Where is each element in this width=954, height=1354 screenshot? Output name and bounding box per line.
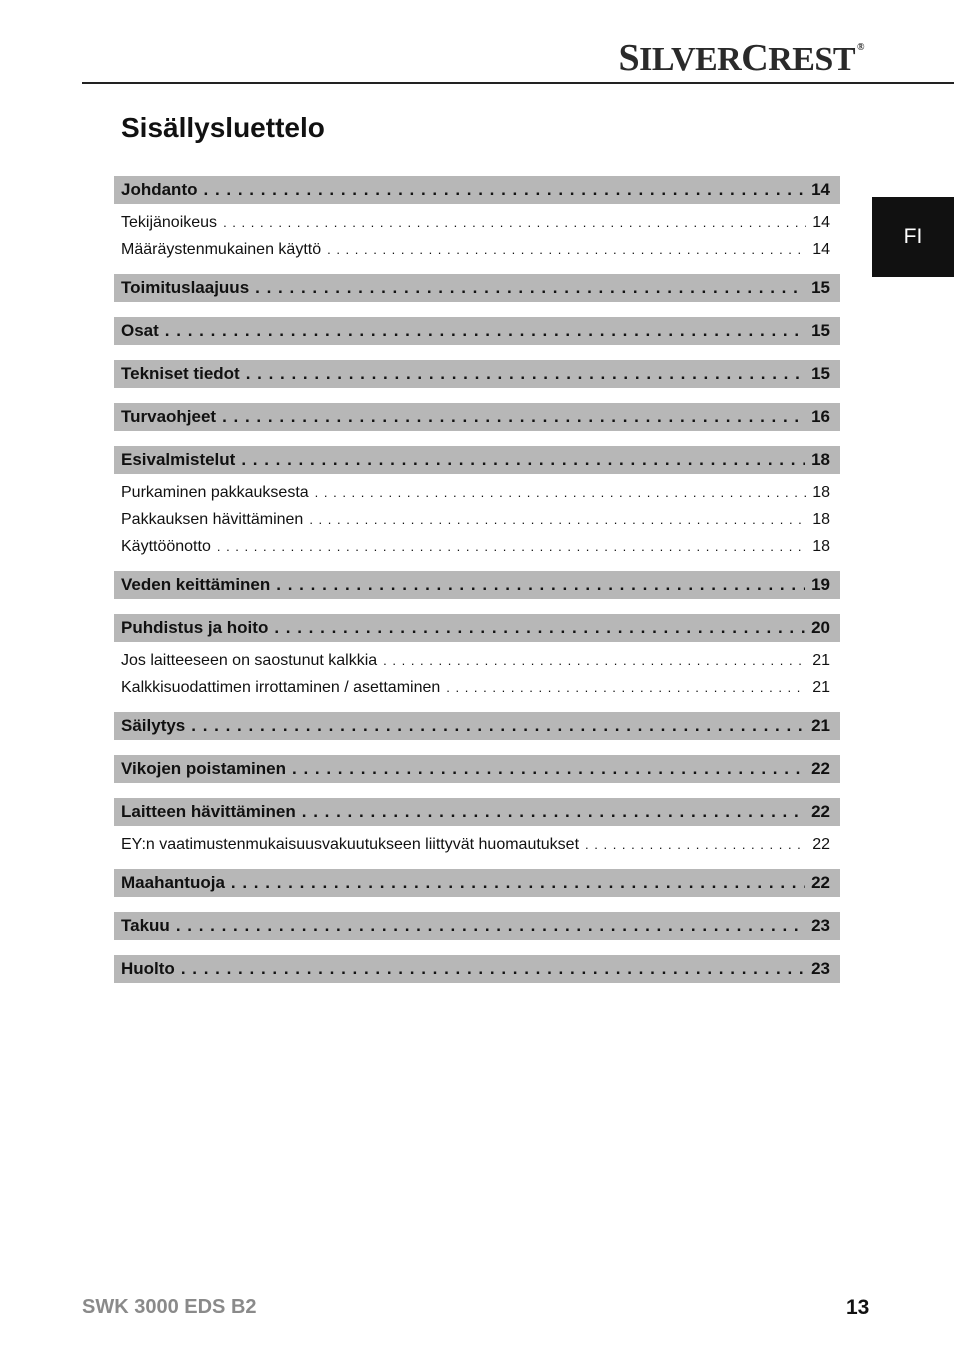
toc-section bbox=[114, 955, 840, 983]
toc-section-page: 23 bbox=[811, 916, 830, 935]
leader-dots bbox=[223, 214, 806, 232]
toc-subsection-page: 14 bbox=[812, 240, 830, 258]
toc-subsection[interactable] bbox=[121, 831, 830, 858]
toc-section-page: 22 bbox=[811, 759, 830, 778]
toc-section-title: Takuu bbox=[121, 916, 170, 935]
toc-subsection-page: 18 bbox=[812, 537, 830, 555]
toc-section-heading[interactable] bbox=[114, 571, 840, 599]
page-title: Sisällysluettelo bbox=[121, 112, 325, 143]
toc-section-title: Laitteen hävittäminen bbox=[121, 802, 296, 821]
toc-section bbox=[114, 869, 840, 897]
toc-section bbox=[114, 403, 840, 431]
toc-subsection-title: Pakkauksen hävittäminen bbox=[121, 510, 304, 528]
toc-section-page: 15 bbox=[811, 321, 830, 340]
toc-section-heading[interactable] bbox=[114, 712, 840, 740]
toc-section-title: Vikojen poistaminen bbox=[121, 759, 287, 778]
leader-dots bbox=[327, 241, 806, 259]
header-rule bbox=[82, 82, 954, 84]
toc-section bbox=[114, 274, 840, 302]
toc-section bbox=[114, 317, 840, 345]
toc-subsection[interactable] bbox=[121, 506, 830, 533]
leader-dots bbox=[181, 959, 805, 979]
leader-dots bbox=[446, 679, 806, 697]
toc-section-heading[interactable] bbox=[114, 176, 840, 204]
toc-section bbox=[114, 712, 840, 740]
toc-subsection[interactable] bbox=[121, 236, 830, 263]
leader-dots bbox=[217, 538, 806, 556]
toc-section-title: Tekniset tiedot bbox=[121, 364, 240, 383]
toc-section-title: Puhdistus ja hoito bbox=[121, 618, 269, 637]
toc-subsection-page: 14 bbox=[812, 213, 830, 231]
toc-section bbox=[114, 360, 840, 388]
toc-subsections bbox=[114, 204, 840, 263]
leader-dots bbox=[255, 278, 805, 298]
toc-subsection-page: 21 bbox=[812, 678, 830, 696]
toc-subsection-page: 22 bbox=[812, 835, 830, 853]
toc-subsection[interactable] bbox=[121, 533, 830, 560]
toc-section bbox=[114, 798, 840, 858]
toc-section-page: 15 bbox=[811, 278, 830, 297]
leader-dots bbox=[383, 652, 806, 670]
toc-section-title: Johdanto bbox=[121, 180, 198, 199]
toc-section-title: Turvaohjeet bbox=[121, 407, 217, 426]
leader-dots bbox=[292, 759, 805, 779]
leader-dots bbox=[309, 511, 806, 529]
toc-subsection-page: 21 bbox=[812, 651, 830, 669]
toc-section-heading[interactable] bbox=[114, 360, 840, 388]
footer-page-number: 13 bbox=[846, 1296, 870, 1319]
leader-dots bbox=[585, 836, 806, 854]
toc-section-title: Maahantuoja bbox=[121, 873, 225, 892]
leader-dots bbox=[204, 180, 806, 200]
toc-section-title: Toimituslaajuus bbox=[121, 278, 250, 297]
toc-subsection-title: Kalkkisuodattimen irrottaminen / asettaminen bbox=[121, 678, 441, 696]
leader-dots bbox=[241, 450, 805, 470]
toc-section-title: Huolto bbox=[121, 959, 175, 978]
toc-section-page: 15 bbox=[811, 364, 830, 383]
table-of-contents bbox=[114, 176, 840, 998]
language-tab: FI bbox=[872, 197, 954, 277]
leader-dots bbox=[165, 321, 805, 341]
leader-dots bbox=[176, 916, 805, 936]
toc-section-page: 20 bbox=[811, 618, 830, 637]
toc-subsection-page: 18 bbox=[812, 483, 830, 501]
toc-subsection-title: Purkaminen pakkauksesta bbox=[121, 483, 309, 501]
leader-dots bbox=[315, 484, 807, 502]
toc-section-heading[interactable] bbox=[114, 798, 840, 826]
toc-section-heading[interactable] bbox=[114, 912, 840, 940]
toc-section-heading[interactable] bbox=[114, 274, 840, 302]
leader-dots bbox=[246, 364, 805, 384]
toc-section-heading[interactable] bbox=[114, 869, 840, 897]
toc-section-heading[interactable] bbox=[114, 446, 840, 474]
toc-section-page: 22 bbox=[811, 873, 830, 892]
toc-subsections bbox=[114, 642, 840, 701]
toc-subsection[interactable] bbox=[121, 674, 830, 701]
toc-section-page: 21 bbox=[811, 716, 830, 735]
leader-dots bbox=[274, 618, 805, 638]
toc-subsections bbox=[114, 826, 840, 858]
toc-subsection[interactable] bbox=[121, 209, 830, 236]
toc-section bbox=[114, 446, 840, 560]
leader-dots bbox=[191, 716, 805, 736]
toc-section-page: 19 bbox=[811, 575, 830, 594]
leader-dots bbox=[302, 802, 805, 822]
toc-subsection[interactable] bbox=[121, 647, 830, 674]
toc-section-page: 18 bbox=[811, 450, 830, 469]
toc-subsection-title: Jos laitteeseen on saostunut kalkkia bbox=[121, 651, 378, 669]
toc-section-title: Osat bbox=[121, 321, 159, 340]
leader-dots bbox=[222, 407, 805, 427]
toc-subsections bbox=[114, 474, 840, 560]
toc-section bbox=[114, 176, 840, 263]
toc-section bbox=[114, 755, 840, 783]
toc-section-title: Veden keittäminen bbox=[121, 575, 271, 594]
toc-section-page: 14 bbox=[811, 180, 830, 199]
toc-section bbox=[114, 614, 840, 701]
toc-section-heading[interactable] bbox=[114, 955, 840, 983]
brand-logo: SILVERCREST ® bbox=[618, 37, 864, 79]
toc-section-page: 23 bbox=[811, 959, 830, 978]
toc-section-heading[interactable] bbox=[114, 614, 840, 642]
leader-dots bbox=[231, 873, 805, 893]
toc-subsection-title: Määräystenmukainen käyttö bbox=[121, 240, 322, 258]
toc-section-page: 16 bbox=[811, 407, 830, 426]
toc-section bbox=[114, 571, 840, 599]
toc-section-title: Säilytys bbox=[121, 716, 186, 735]
toc-subsection-title: Tekijänoikeus bbox=[121, 213, 218, 231]
toc-section-title: Esivalmistelut bbox=[121, 450, 236, 469]
toc-section-page: 22 bbox=[811, 802, 830, 821]
toc-section-heading[interactable] bbox=[114, 317, 840, 345]
toc-subsection-title: Käyttöönotto bbox=[121, 537, 211, 555]
toc-subsection-title: EY:n vaatimustenmukaisuusvakuutukseen liittyvät huomautukset bbox=[121, 835, 580, 853]
leader-dots bbox=[276, 575, 805, 595]
toc-section-heading[interactable] bbox=[114, 403, 840, 431]
footer-model-number: SWK 3000 EDS B2 bbox=[82, 1296, 257, 1318]
toc-section-heading[interactable] bbox=[114, 755, 840, 783]
toc-subsection[interactable] bbox=[121, 479, 830, 506]
toc-subsection-page: 18 bbox=[812, 510, 830, 528]
toc-section bbox=[114, 912, 840, 940]
